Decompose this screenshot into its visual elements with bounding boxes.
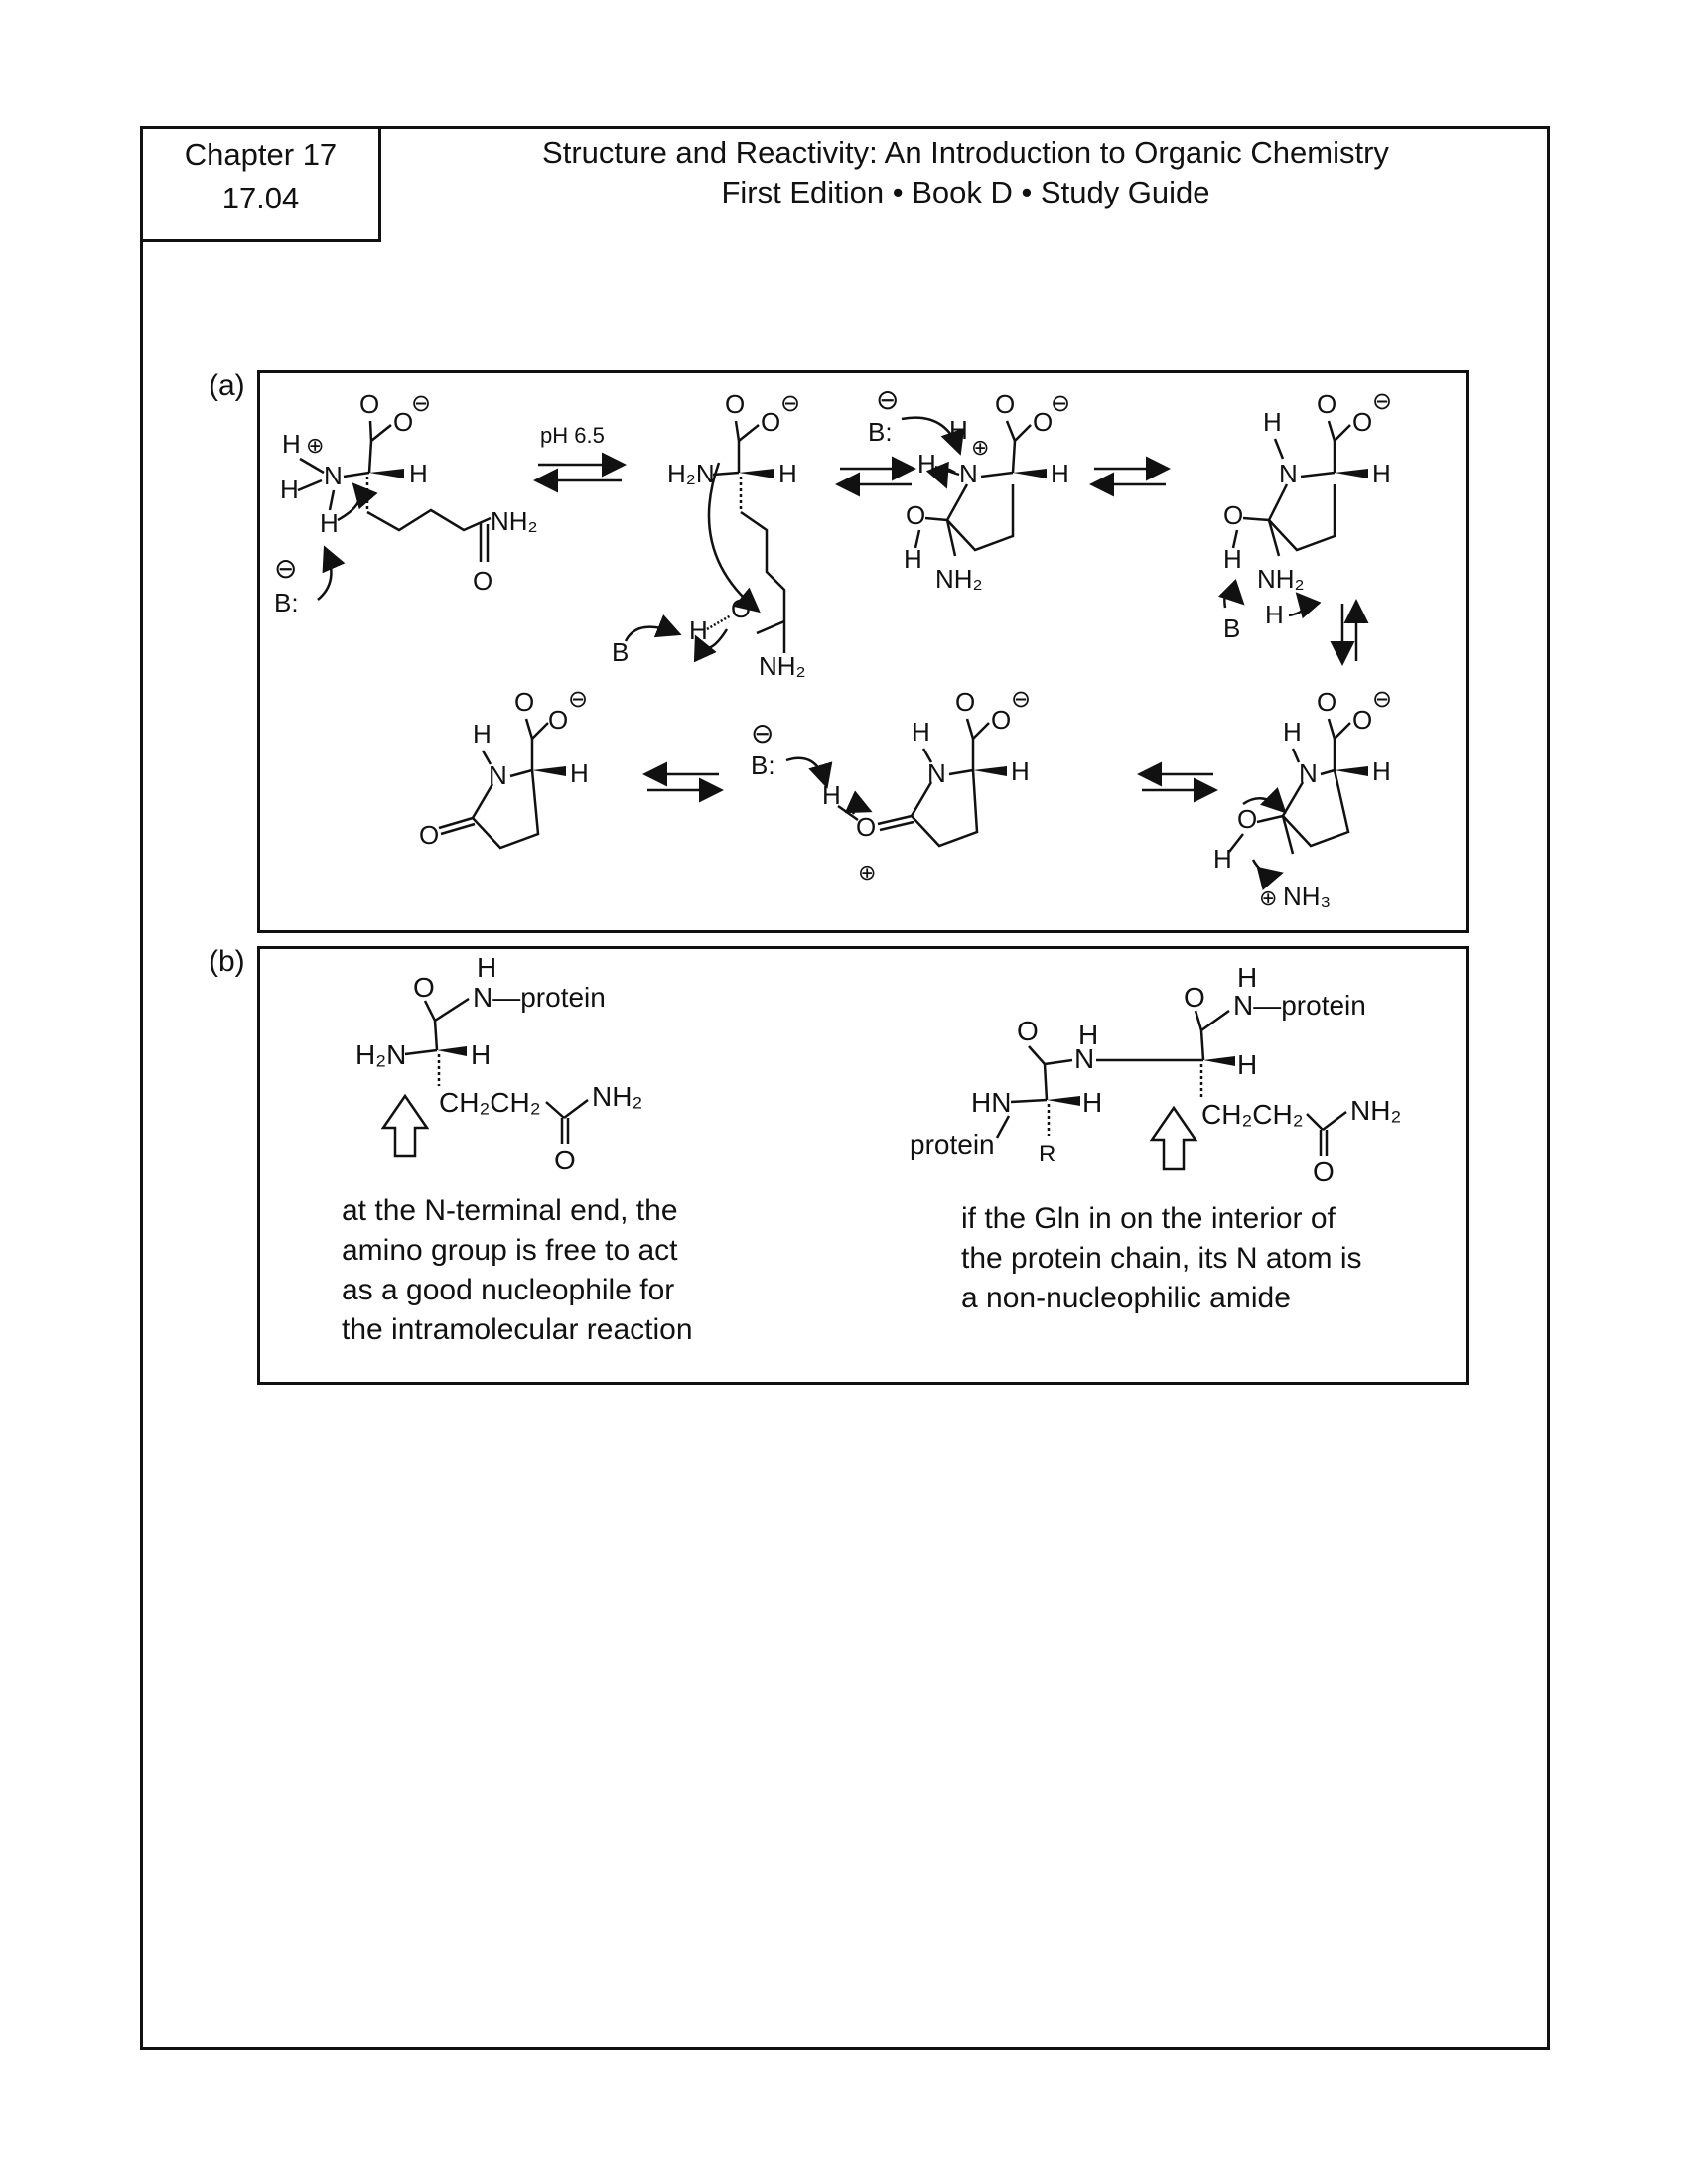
atom-n: N	[489, 760, 507, 790]
atom-o: O	[1237, 804, 1258, 834]
n-protein-label: N—protein	[1233, 990, 1366, 1021]
panel-a-label: (a)	[209, 369, 245, 402]
charge-minus: ⊖	[568, 686, 589, 713]
panel-b-label: (b)	[209, 945, 245, 978]
atom-h: H	[1372, 459, 1391, 488]
caption-line: amino group is free to act	[342, 1234, 678, 1267]
up-arrow-icon	[1152, 1108, 1196, 1169]
svg-text:O: O	[1017, 1016, 1039, 1046]
atom-o: O	[359, 389, 380, 419]
sidechain-label: CH₂CH₂	[439, 1087, 541, 1118]
atom-o: O	[514, 687, 535, 717]
charge-minus: ⊖	[780, 390, 801, 417]
base-b: B:	[751, 751, 775, 780]
atom-h: H	[778, 459, 797, 488]
atom-h: H	[1372, 756, 1391, 786]
atom-h: H	[904, 544, 922, 574]
svg-text:H: H	[1237, 962, 1258, 993]
mechanism-scheme	[260, 373, 1466, 930]
charge-plus: ⊕	[1259, 886, 1278, 910]
charge-minus: ⊖	[1372, 686, 1393, 713]
atom-nh2: NH₂	[1257, 564, 1305, 594]
atom-h: H	[912, 717, 930, 747]
atom-n: N	[959, 459, 978, 488]
base-b: B:	[274, 588, 299, 617]
atom-o: O	[1317, 389, 1337, 419]
atom-o: O	[995, 389, 1016, 419]
atom-hn: HN	[971, 1087, 1012, 1118]
atom-h: H	[949, 415, 968, 445]
caption-line: a non-nucleophilic amide	[961, 1282, 1291, 1314]
atom-nh2: NH₂	[1350, 1095, 1402, 1126]
atom-nh2: NH₂	[592, 1081, 643, 1112]
atom-h: H	[1051, 459, 1069, 488]
book-title-line2: First Edition • Book D • Study Guide	[721, 175, 1210, 209]
charge-plus: ⊕	[306, 433, 325, 458]
chapter-label: Chapter 17	[184, 137, 338, 172]
svg-text:O: O	[554, 1145, 576, 1175]
atom-nh3: NH₃	[1283, 882, 1332, 911]
charge-minus: ⊖	[1051, 390, 1071, 417]
atom-h: H	[1263, 407, 1282, 437]
atom-o: O	[856, 812, 877, 842]
svg-text:O: O	[1313, 1157, 1335, 1187]
atom-o: O	[419, 820, 440, 850]
condition-ph: pH 6.5	[540, 423, 605, 448]
svg-text:N: N	[1074, 1043, 1095, 1074]
caption-line: the intramolecular reaction	[342, 1313, 693, 1346]
atom-h2n: H₂N	[355, 1039, 407, 1070]
caption-line: if the Gln in on the interior of	[961, 1202, 1336, 1235]
atom-h: H	[280, 475, 299, 504]
charge-minus: ⊖	[1372, 388, 1393, 415]
charge-minus: ⊖	[1011, 686, 1032, 713]
protein-label: protein	[910, 1129, 995, 1160]
atom-o: O	[393, 407, 414, 437]
caption-n-terminal	[342, 1191, 693, 1350]
n-protein-label: N—protein	[473, 982, 606, 1013]
atom-o: O	[1317, 687, 1337, 717]
atom-h: H	[473, 719, 492, 749]
atom-b: B	[1223, 614, 1241, 643]
structure-free-amine	[612, 389, 806, 681]
svg-text:H: H	[1082, 1087, 1103, 1118]
structure-pyroglutamate	[419, 686, 589, 850]
caption-line: the protein chain, its N atom is	[961, 1242, 1362, 1275]
atom-n: N	[1279, 459, 1298, 488]
atom-b: B	[612, 637, 630, 667]
atom-o: O	[761, 407, 781, 437]
charge-minus: ⊖	[274, 553, 298, 584]
atom-h: H	[1011, 756, 1030, 786]
atom-nh2: NH₂	[759, 651, 806, 681]
atom-h: H	[1265, 600, 1284, 629]
caption-line: at the N-terminal end, the	[342, 1194, 678, 1227]
atom-h: H	[409, 459, 428, 488]
caption-interior	[961, 1199, 1362, 1318]
atom-n: N	[324, 461, 343, 490]
structure-protonated-lactam	[751, 686, 1031, 885]
atom-n: N	[1299, 758, 1318, 788]
svg-text:H: H	[1078, 1020, 1099, 1050]
book-title	[381, 133, 1550, 212]
panel-a	[257, 370, 1469, 933]
svg-text:O: O	[1184, 982, 1205, 1013]
atom-h: H	[917, 449, 936, 478]
charge-minus: ⊖	[411, 390, 432, 417]
atom-h: H	[1283, 717, 1302, 747]
atom-o: O	[1352, 407, 1373, 437]
atom-o: O	[725, 389, 746, 419]
atom-h: H	[282, 429, 301, 459]
base-b: B:	[868, 417, 893, 447]
svg-text:O: O	[413, 972, 435, 1003]
book-title-line1: Structure and Reactivity: An Introduction to Organic Chemistry	[542, 135, 1389, 170]
svg-text:H: H	[471, 1039, 492, 1070]
structure-tetrahedral-cation	[868, 384, 1070, 594]
atom-nh2: NH₂	[491, 506, 538, 536]
atom-nh2: NH₂	[935, 564, 983, 594]
svg-text:H: H	[477, 952, 497, 983]
charge-plus: ⊕	[971, 435, 990, 460]
atom-o: O	[906, 500, 926, 530]
atom-r: R	[1039, 1141, 1056, 1167]
charge-minus: ⊖	[876, 384, 900, 415]
atom-h: H	[570, 758, 589, 788]
atom-o: O	[955, 687, 976, 717]
atom-n: N	[927, 758, 946, 788]
atom-o: O	[548, 705, 569, 735]
structure-tetrahedral-neutral	[1223, 388, 1392, 643]
atom-h: H	[822, 780, 841, 810]
atom-o: O	[1223, 500, 1244, 530]
charge-plus: ⊕	[858, 860, 877, 885]
atom-h: H	[689, 615, 708, 645]
atom-h2n: H₂N	[667, 459, 715, 488]
structure-ammonium-intermediate	[1213, 686, 1392, 911]
atom-o: O	[1033, 407, 1054, 437]
atom-h: H	[1223, 544, 1242, 574]
caption-line: as a good nucleophile for	[342, 1274, 675, 1306]
structure-n-terminal-gln	[355, 952, 642, 1175]
up-arrow-icon	[383, 1096, 427, 1156]
structure-interior-gln	[910, 962, 1401, 1187]
atom-o: O	[1352, 705, 1373, 735]
charge-minus: ⊖	[751, 718, 774, 749]
svg-text:H: H	[1237, 1049, 1258, 1080]
atom-o: O	[731, 594, 752, 623]
atom-o: O	[473, 566, 493, 596]
structure-glutamine-zwitterion	[274, 389, 538, 617]
atom-h: H	[320, 508, 339, 538]
section-number: 17.04	[221, 181, 300, 215]
sidechain-label: CH₂CH₂	[1201, 1099, 1304, 1130]
atom-h: H	[1213, 844, 1232, 874]
atom-o: O	[991, 705, 1012, 735]
chapter-box	[140, 126, 381, 242]
